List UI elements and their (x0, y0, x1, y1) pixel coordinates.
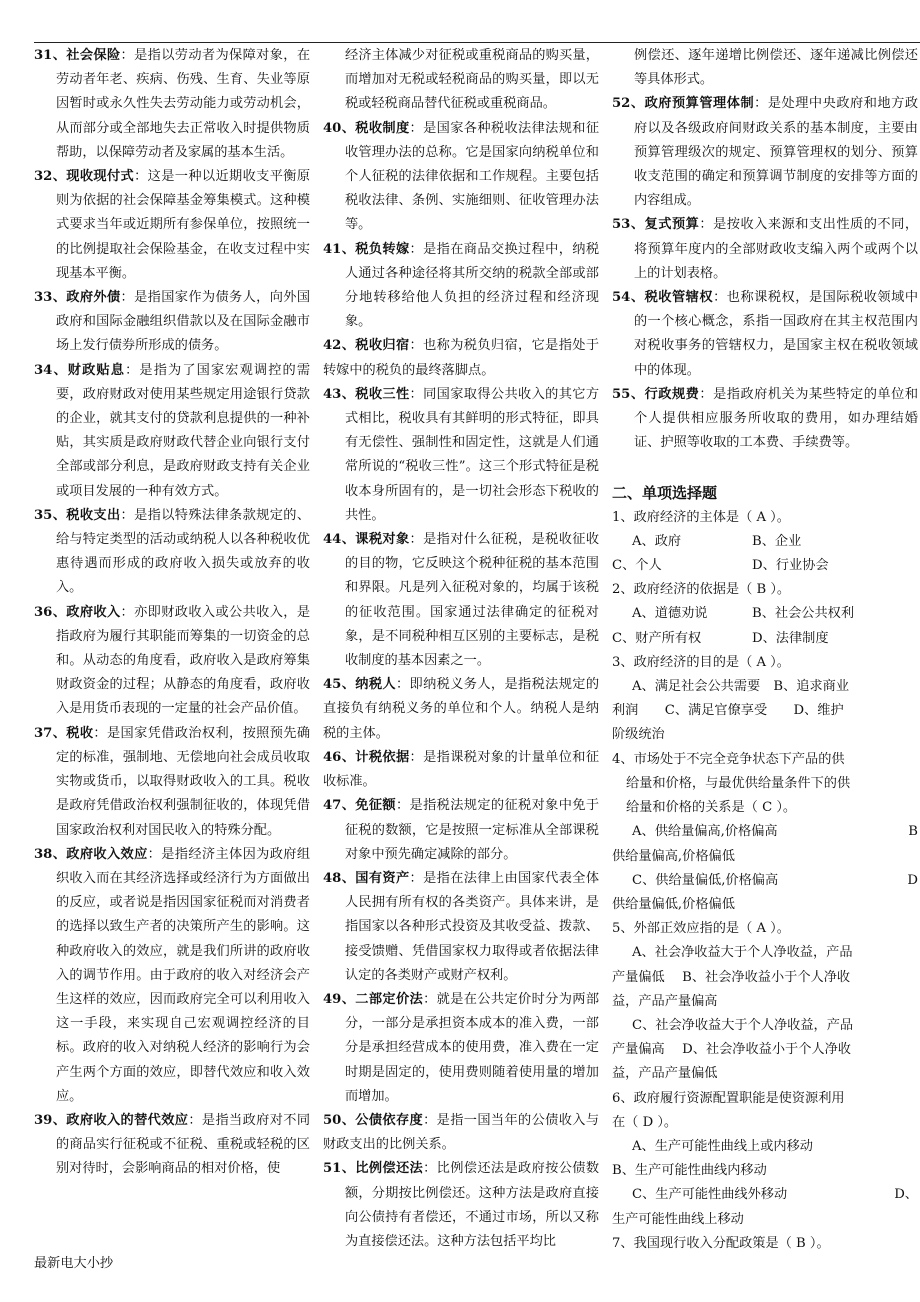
term-number: 38、 (34, 846, 67, 862)
term-number: 51、 (323, 1161, 356, 1177)
question-stem: 给量和价格，与最优供给量条件下的供 (626, 775, 851, 791)
term-separator: ： (120, 290, 135, 306)
term-number: 31、 (34, 48, 67, 63)
term-definition: 是指课税对象的计量单位和征收标准。 (323, 749, 600, 790)
term-title: 政府预算管理体制 (644, 96, 755, 112)
options-line (612, 869, 918, 893)
options-line: 产量偏低 B、社会净收益小于个人净收 (612, 969, 851, 985)
term-number: 39、 (34, 1112, 67, 1128)
term-separator: ： (423, 991, 437, 1007)
definition-entry (323, 383, 599, 528)
question-stem: 6、政府履行资源配置职能是使资源利用 (612, 1090, 845, 1106)
options-line: 益，产品产量偏高 (612, 993, 718, 1009)
question-stem: 给量和价格的关系是（ C ）。 (626, 800, 797, 816)
options-row (612, 627, 918, 651)
definition-entry (323, 1109, 599, 1157)
term-number: 43、 (323, 386, 356, 402)
term-title: 税收 (66, 725, 94, 741)
options-line: A、社会净收益大于个人净收益，产品 (632, 945, 853, 961)
term-number: 32、 (34, 169, 67, 185)
definition-entry (612, 92, 918, 213)
term-definition: 是指当政府对不同的商品实行征税或不征税、重税或轻税的区别对待时，会影响商品的相对价格，使 (56, 1112, 311, 1177)
term-title: 社会保险 (66, 48, 121, 63)
term-number: 45、 (323, 677, 356, 693)
term-title: 税负转嫁 (355, 241, 410, 257)
question-stem: 在（ D ）。 (612, 1114, 678, 1130)
definition-entry (34, 359, 310, 504)
option-c: C、财产所有权 (612, 630, 702, 646)
options-row (612, 602, 918, 626)
term-definition: 是指国家作为债务人，向外国政府和国际金融组织借款以及在国际金融市场上发行债券所形成的债务。 (56, 290, 311, 354)
footer-text: 最新电大小抄 (34, 1256, 114, 1271)
term-separator: ： (147, 846, 162, 862)
definition-entry (323, 673, 599, 746)
option-c: C、供给量偏低,价格偏高 (632, 872, 779, 888)
question-stem: 7、我国现行收入分配政策是（ B ）。 (612, 1235, 830, 1251)
term-number: 44、 (323, 532, 356, 548)
definition-entry (612, 383, 918, 456)
term-separator: ： (120, 507, 135, 523)
term-title: 税收管辖权 (644, 290, 714, 306)
definition-entry (323, 867, 599, 988)
options-line: C、社会净收益大于个人净收益，产品 (632, 1017, 854, 1033)
question-stem: 4、市场处于不完全竞争状态下产品的供 (612, 751, 845, 767)
term-title: 课税对象 (355, 532, 410, 548)
term-separator: ： (423, 1161, 437, 1177)
options-line: 产量偏高 D、社会净收益小于个人净收 (612, 1042, 851, 1058)
definition-entry (323, 238, 599, 335)
term-definition: 也称课税权，是国际税收领域中的一个核心概念，系指一国政府在其主权范围内对税收事务的管辖权力，是国家主权在税收领域中的体现。 (634, 290, 919, 378)
term-number: 34、 (34, 362, 68, 378)
term-definition: 亦即财政收入或公共收入，是指政府为履行其职能而筹集的一切资金的总和。从动态的角度看，政府收入是政府筹集财政资金的过程；从静态的角度看，政府收入是用货币表现的一定量的社会产品价值。 (56, 604, 311, 717)
option-d-marker: D (907, 872, 918, 888)
term-definition: 是国家各种税收法律法规和征收管理办法的总称。它是国家向纳税单位和个人征税的法律依据和工作规程。主要包括税收法律、条例、实施细则、征收管理办法等。 (345, 120, 600, 233)
term-title: 税收支出 (66, 507, 121, 523)
term-definition: 是指一国当年的公债收入与财政支出的比例关系。 (323, 1112, 600, 1153)
term-title: 政府收入 (66, 604, 121, 620)
term-separator: ： (395, 677, 410, 693)
option-d: 供给量偏低,价格偏低 (612, 896, 735, 912)
term-number: 41、 (323, 241, 356, 257)
option-a: A、生产可能性曲线上或内移动 (632, 1138, 813, 1154)
definition-entry (34, 165, 310, 286)
term-number: 33、 (34, 290, 67, 306)
term-number: 53、 (612, 217, 645, 233)
term-title: 计税依据 (355, 749, 410, 765)
column-3 (612, 44, 918, 1256)
option-c: C、个人 (612, 558, 662, 574)
term-separator: ： (125, 362, 140, 378)
definition-entry (34, 504, 310, 601)
term-separator: ： (409, 386, 424, 402)
term-separator: ： (409, 870, 424, 886)
option-d: D、行业协会 (752, 558, 829, 574)
term-title: 税收三性 (355, 386, 410, 402)
term-definition: 是国家凭借政治权利，按照预先确定的标准，强制地、无偿地向社会成员收取实物或货币，以取得财政收入的工具。税收是政府凭借政治权利强制征收的，体现凭借国家政治权利对国民收入的特殊分配。 (56, 725, 311, 838)
term-definition: 这是一种以近期收支平衡原则为依据的社会保障基金筹集模式。这种模式要求当年或近期所有参保单位，按照统一的比例提取社会保险基金，在收支过程中实现基本平衡。 (56, 169, 311, 281)
definition-entry (612, 286, 918, 383)
term-definition: 是指经济主体因为政府组织收入而在其经济选择或经济行为方面做出的反应，或者说是指因国家征税而对消费者的选择以致生产者的决策所产生的影响。这种政府收入的效应，就是我们所讲的政府收入的调节作用。由于政府的收入对经济会产生这样的效应，因而政府完全可以利用收入这一手段，来实现自己宏观调控经济的目标。政府的收入对纳税人经济的影响行为会产生两个方面的效应，即替代效应和收入效应。 (56, 846, 311, 1104)
term-number: 55、 (612, 386, 645, 402)
term-number: 49、 (323, 991, 356, 1007)
term-title: 财政贴息 (67, 362, 126, 378)
options-line: 益，产品产量偏低 (612, 1066, 718, 1082)
term-definition: 是指以劳动者为保障对象，在劳动者年老、疾病、伤残、生育、失业等原因暂时或永久性失去劳动能力或劳动机会，从而部分或全部地失去正常收入时提供物质帮助，以保障劳动者及家属的基本生活。 (56, 48, 311, 160)
definition-entry (323, 117, 599, 238)
term-definition: 是指以特殊法律条款规定的、给与特定类型的活动或纳税人以各种税收优惠待遇而形成的政府收入损失或放弃的收入。 (56, 507, 311, 596)
term-separator: ： (409, 241, 424, 257)
definition-entry (34, 44, 310, 165)
term-title: 复式预算 (644, 217, 700, 233)
term-number: 46、 (323, 749, 356, 765)
option-c: C、生产可能性曲线外移动 (632, 1187, 788, 1203)
option-a: A、政府 (632, 533, 682, 549)
term-number: 35、 (34, 507, 67, 523)
term-title: 二部定价法 (355, 991, 424, 1007)
definition-entry (34, 1109, 310, 1182)
term-definition: 同国家取得公共收入的其它方式相比，税收具有其鲜明的形式特征，即具有无偿性、强制性和固定性，这就是人们通常所说的“税收三性”。这三个形式特征是税收本身所固有的，是一切社会形态下税收的共性。 (345, 386, 600, 523)
term-title: 税收归宿 (355, 338, 410, 354)
continued-text: 经济主体减少对征税或重税商品的购买量，而增加对无税或轻税商品的购买量，即以无税或轻税商品替代征税或重税商品。 (345, 48, 599, 112)
term-definition: 就是在公共定价时分为两部分，一部分是承担资本成本的准入费，一部分是承担经营成本的使用费，准入费在一定时期是固定的，使用费则随着使用量的增加而增加。 (345, 991, 600, 1104)
definition-entry (323, 746, 599, 794)
term-separator: ： (699, 386, 714, 402)
term-number: 37、 (34, 725, 67, 741)
term-title: 现收现付式 (66, 169, 135, 185)
term-title: 政府收入的替代效应 (66, 1112, 189, 1128)
term-definition: 是按收入来源和支出性质的不同，将预算年度内的全部财政收支编入两个或两个以上的计划表格。 (634, 217, 919, 281)
option-b: 供给量偏高,价格偏低 (612, 848, 735, 864)
term-separator: ： (134, 169, 148, 185)
term-definition: 是指对什么征税，是税收征收的目的物，它反映这个税种征税的基本范围和界限。凡是列入征税对象的，均属于该税的征收范围。国家通过法律确定的征税对象，是不同税种相互区别的主要标志，是税收制度的基本因素之一。 (345, 532, 600, 669)
term-separator: ： (423, 1112, 437, 1128)
term-separator: ： (409, 338, 424, 354)
term-separator: ： (409, 532, 424, 548)
option-b: B、社会公共权利 (752, 606, 855, 622)
options-line (612, 820, 918, 844)
term-definition: 比例偿还法是政府按公债数额，分期按比例偿还。这种方法是政府直接向公债持有者偿还，不通过市场，所以又称为直接偿还法。这种方法包括平均比 (345, 1161, 600, 1249)
term-number: 54、 (612, 290, 645, 306)
term-definition: 是指在法律上由国家代表全体人民拥有所有权的各类资产。具体来讲，是指国家以各种形式投资及其收受益、拨款、接受馈赠、凭借国家权力取得或者依据法律认定的各类财产或财产权利。 (345, 870, 600, 983)
option-a: A、道德劝说 (632, 606, 708, 622)
option-d-marker: D、 (894, 1187, 918, 1203)
definition-entry (323, 794, 599, 867)
term-title: 比例偿还法 (355, 1161, 424, 1177)
header-rule (34, 42, 920, 43)
term-definition: 是指为了国家宏观调控的需要，政府财政对使用某些规定用途银行贷款的企业，就其支付的贷款利息提供的一种补贴，其实质是政府财政代替企业向银行支付全部或部分利息，是政府财政支持有关企业或项目发展的一种有效方式。 (56, 362, 311, 499)
term-definition: 是处理中央政府和地方政府以及各级政府间财政关系的基本制度，主要由预算管理级次的规定、预算管理权的划分、预算收支范围的确定和预算调节制度的安排等方面的内容组成。 (634, 96, 919, 209)
definition-entry (323, 528, 599, 673)
term-definition: 是指税法规定的征税对象中免于征税的数额，它是按照一定标准从全部课税对象中预先确定减除的部分。 (345, 798, 600, 862)
term-title: 政府外债 (66, 290, 121, 306)
term-separator: ： (409, 120, 424, 136)
section-title: 二、单项选择题 (612, 484, 718, 503)
option-d: 生产可能性曲线上移动 (612, 1211, 744, 1227)
option-d: D、法律制度 (752, 630, 829, 646)
definition-entry (323, 334, 599, 382)
term-number: 48、 (323, 870, 356, 886)
term-definition: 也称为税负归宿，它是指处于转嫁中的税负的最终落脚点。 (323, 338, 600, 378)
term-number: 42、 (323, 338, 356, 354)
term-definition: 是指政府机关为某些特定的单位和个人提供相应服务所收取的费用，如办理结婚证、护照等收取的工本费、手续费等。 (634, 386, 919, 451)
options-row (612, 554, 918, 578)
option-b: B、生产可能性曲线内移动 (612, 1163, 767, 1179)
term-number: 40、 (323, 120, 356, 136)
term-separator: ： (713, 290, 727, 306)
option-b: B、企业 (752, 533, 802, 549)
term-separator: ： (93, 725, 107, 741)
term-title: 政府收入效应 (66, 846, 148, 862)
term-separator: ： (120, 48, 135, 63)
definition-entry (34, 722, 310, 843)
term-title: 纳税人 (355, 677, 396, 693)
definition-entry (612, 213, 918, 286)
term-number: 50、 (323, 1112, 356, 1128)
term-title: 税收制度 (355, 120, 410, 136)
column-1 (34, 44, 310, 1182)
term-separator: ： (699, 217, 714, 233)
term-separator: ： (120, 604, 135, 620)
option-b-marker: B (908, 824, 918, 840)
definition-entry (34, 601, 310, 722)
options-row (612, 530, 918, 554)
term-title: 公债依存度 (355, 1112, 424, 1128)
term-definition: 即纳税义务人，是指税法规定的直接负有纳税义务的单位和个人。纳税人是纳税的主体。 (323, 677, 600, 741)
options-line: 利润 C、满足官僚享受 D、维护 (612, 703, 844, 719)
question-stem: 1、政府经济的主体是（ A ）。 (612, 509, 790, 525)
column-2 (323, 44, 599, 1254)
term-number: 36、 (34, 604, 67, 620)
term-definition: 是指在商品交换过程中，纳税人通过各种途径将其所交纳的税款全部或部分地转移给他人负担的经济过程和经济现象。 (345, 241, 600, 330)
term-number: 47、 (323, 798, 356, 814)
term-title: 国有资产 (355, 870, 410, 886)
definition-entry (323, 1157, 599, 1254)
option-a: A、供给量偏高,价格偏高 (632, 824, 778, 840)
term-separator: ： (395, 798, 410, 814)
options-line (612, 1183, 918, 1207)
question-stem: 3、政府经济的目的是（ A ）。 (612, 654, 790, 670)
question-stem: 2、政府经济的依据是（ B ）。 (612, 582, 791, 598)
definition-entry (323, 988, 599, 1109)
question-stem: 5、外部正效应指的是（ A ）。 (612, 921, 790, 937)
options-line: A、满足社会公共需要 B、追求商业 (632, 679, 850, 695)
term-title: 免征额 (355, 798, 396, 814)
term-separator: ： (188, 1112, 202, 1128)
term-separator: ： (409, 749, 424, 765)
term-number: 52、 (612, 96, 645, 112)
term-title: 行政规费 (644, 386, 700, 402)
definition-entry (34, 843, 310, 1109)
definition-entry (34, 286, 310, 359)
options-line: 阶级统治 (612, 727, 665, 743)
continued-text: 例偿还、逐年递增比例偿还、逐年递减比例偿还等具体形式。 (634, 48, 918, 88)
term-separator: ： (754, 96, 768, 112)
